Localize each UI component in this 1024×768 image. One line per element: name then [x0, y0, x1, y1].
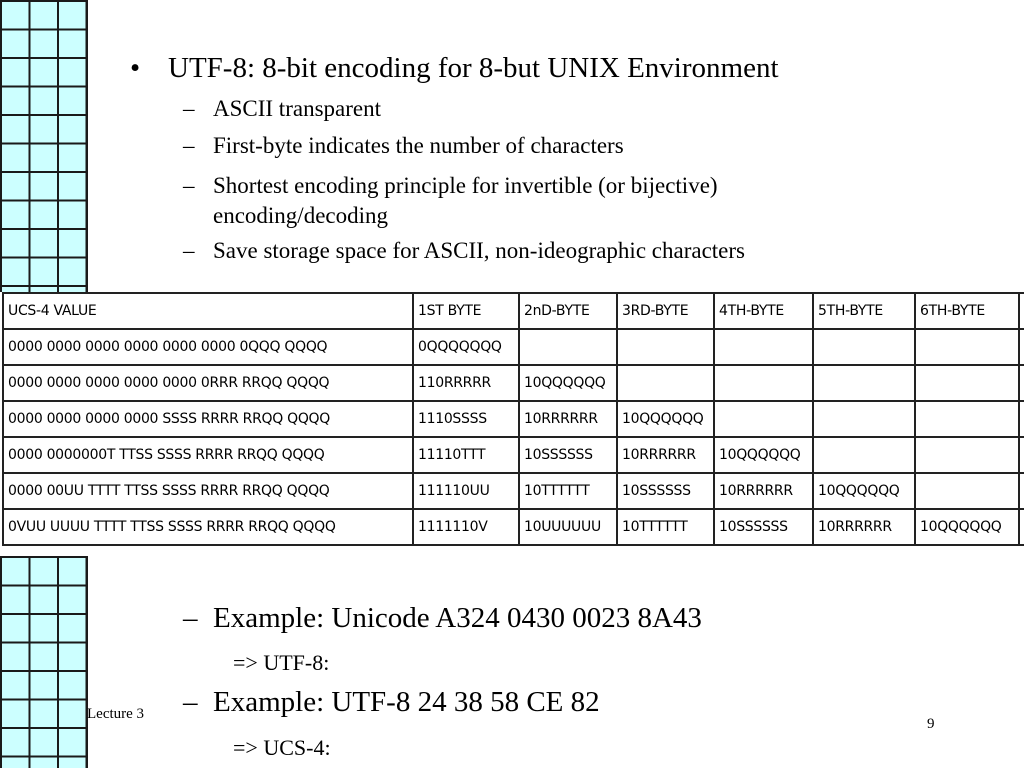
table-cell	[813, 329, 915, 365]
table-cell: 10TTTTTT	[519, 473, 617, 509]
table-row	[3, 365, 1024, 401]
table-cell: 1111110V	[413, 509, 519, 545]
table-header-row	[3, 293, 1024, 329]
table-row	[3, 509, 1024, 545]
table-row	[3, 437, 1024, 473]
table-header-cell: 6TH-BYTE	[915, 293, 1019, 329]
table-cell: 10QQQQQQ	[519, 365, 617, 401]
table-edge-cell	[1019, 401, 1024, 437]
table-row	[3, 401, 1024, 437]
table-row	[3, 329, 1024, 365]
table-cell	[519, 329, 617, 365]
example-line	[183, 686, 600, 719]
table-cell: 10TTTTTT	[617, 509, 714, 545]
table-cell: 1110SSSS	[413, 401, 519, 437]
table-cell	[915, 365, 1019, 401]
table-header-cell: UCS-4 VALUE	[3, 293, 413, 329]
sub-bullet-continuation: encoding/decoding	[213, 203, 389, 228]
table-cell: 10QQQQQQ	[915, 509, 1019, 545]
table-edge-cell	[1019, 473, 1024, 509]
table-cell	[915, 329, 1019, 365]
dash-icon: –	[183, 686, 198, 718]
table-cell	[813, 401, 915, 437]
table-cell	[714, 365, 813, 401]
example-result: => UTF-8:	[233, 650, 330, 675]
table-cell: 0000 00UU TTTT TTSS SSSS RRRR RRQQ QQQQ	[3, 473, 413, 509]
table-cell: 0000 0000000T TTSS SSSS RRRR RRQQ QQQQ	[3, 437, 413, 473]
table-cell	[915, 473, 1019, 509]
bullet-dot-icon: •	[130, 52, 141, 84]
sub-bullet	[183, 238, 745, 264]
table-cell: 10SSSSSS	[714, 509, 813, 545]
example-text: Example: Unicode A324 0430 0023 8A43	[213, 602, 702, 634]
table-row	[3, 473, 1024, 509]
table-cell: 111110UU	[413, 473, 519, 509]
decorative-grid-bottom	[0, 556, 88, 768]
sub-bullet-text: Shortest encoding principle for invertible (or bijective)	[213, 173, 718, 198]
table-cell: 0000 0000 0000 0000 SSSS RRRR RRQQ QQQQ	[3, 401, 413, 437]
table-header-cell: 4TH-BYTE	[714, 293, 813, 329]
dash-icon: –	[183, 133, 195, 158]
table-cell: 0QQQQQQQ	[413, 329, 519, 365]
table-cell: 10RRRRRR	[519, 401, 617, 437]
table-edge-cell	[1019, 293, 1024, 329]
table-cell	[714, 329, 813, 365]
utf8-encoding-table	[2, 292, 1024, 546]
table-cell: 10QQQQQQ	[714, 437, 813, 473]
example-text: Example: UTF-8 24 38 58 CE 82	[213, 686, 600, 718]
sub-bullet-text: First-byte indicates the number of characters	[213, 133, 624, 158]
table-cell: 10QQQQQQ	[813, 473, 915, 509]
sub-bullet	[183, 171, 718, 231]
dash-icon: –	[183, 173, 195, 198]
table-cell: 10SSSSSS	[617, 473, 714, 509]
footer-lecture-label: Lecture 3	[87, 706, 145, 722]
dash-icon: –	[183, 602, 198, 634]
main-bullet	[130, 52, 779, 85]
sub-bullet	[183, 96, 381, 122]
table-header-cell: 3RD-BYTE	[617, 293, 714, 329]
table-cell	[617, 329, 714, 365]
table-cell	[813, 365, 915, 401]
table-cell: 0000 0000 0000 0000 0000 0000 0QQQ QQQQ	[3, 329, 413, 365]
table-cell: 10RRRRRR	[617, 437, 714, 473]
table-cell	[813, 437, 915, 473]
table-cell	[714, 401, 813, 437]
main-bullet-text: UTF-8: 8-bit encoding for 8-but UNIX Environment	[168, 52, 779, 84]
table-header-cell: 5TH-BYTE	[813, 293, 915, 329]
sub-bullet-text: ASCII transparent	[213, 96, 381, 121]
table-cell: 0VUU UUUU TTTT TTSS SSSS RRRR RRQQ QQQQ	[3, 509, 413, 545]
table-cell	[915, 437, 1019, 473]
page-number: 9	[927, 716, 935, 732]
sub-bullet	[183, 133, 624, 159]
table-cell: 0000 0000 0000 0000 0000 0RRR RRQQ QQQQ	[3, 365, 413, 401]
dash-icon: –	[183, 96, 195, 121]
table-edge-cell	[1019, 365, 1024, 401]
table-cell	[915, 401, 1019, 437]
example-line	[183, 602, 702, 635]
dash-icon: –	[183, 238, 195, 263]
sub-bullet-text: Save storage space for ASCII, non-ideographic characters	[213, 238, 745, 263]
table-header-cell: 2nD-BYTE	[519, 293, 617, 329]
table-edge-cell	[1019, 329, 1024, 365]
table-cell: 10RRRRRR	[813, 509, 915, 545]
table-cell: 10UUUUUU	[519, 509, 617, 545]
table-header-cell: 1ST BYTE	[413, 293, 519, 329]
table-cell	[617, 365, 714, 401]
table-edge-cell	[1019, 509, 1024, 545]
table-cell: 110RRRRR	[413, 365, 519, 401]
example-result: => UCS-4:	[233, 735, 331, 760]
table-cell: 10SSSSSS	[519, 437, 617, 473]
table-cell: 11110TTT	[413, 437, 519, 473]
decorative-grid-top	[0, 0, 88, 292]
table-cell: 10RRRRRR	[714, 473, 813, 509]
table-edge-cell	[1019, 437, 1024, 473]
table-cell: 10QQQQQQ	[617, 401, 714, 437]
